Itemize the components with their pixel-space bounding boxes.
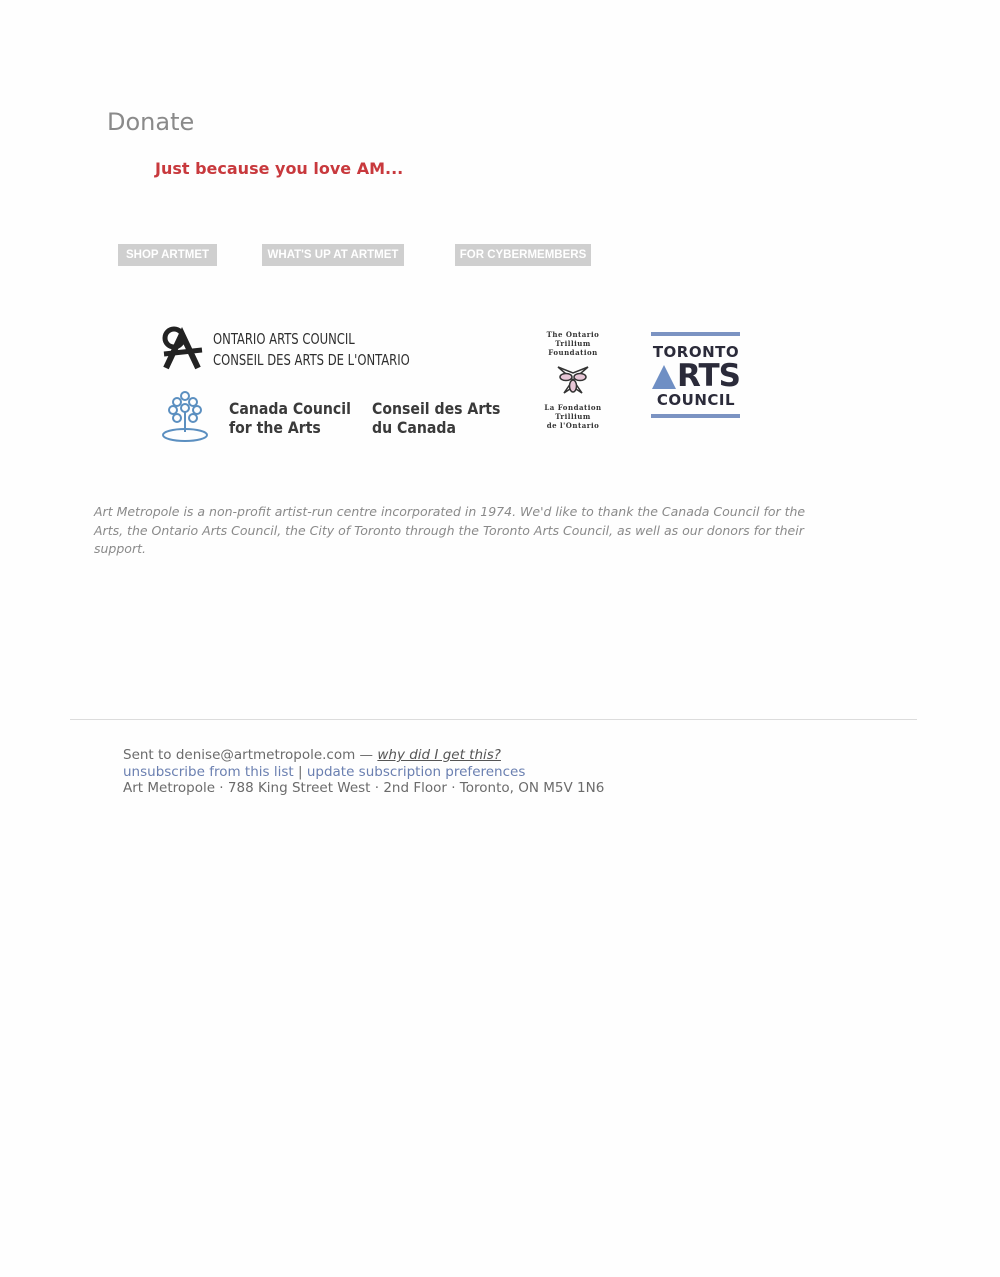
otf-bot1: La Fondation — [544, 403, 602, 412]
why-link[interactable]: why did I get this? — [377, 747, 501, 763]
tac-top-bar — [651, 332, 740, 336]
footer — [123, 747, 604, 797]
oac-line1: ONTARIO ARTS COUNCIL — [213, 330, 355, 348]
donate-tagline[interactable]: Just because you love AM... — [155, 159, 404, 178]
tac-arts-word — [651, 358, 741, 394]
unsubscribe-link[interactable]: unsubscribe from this list — [123, 763, 294, 780]
tac-top-text: TORONTO — [652, 343, 740, 361]
sent-to-text: Sent to denise@artmetropole.com — — [123, 747, 374, 763]
canada-council-tree-icon — [159, 388, 211, 444]
footer-sent-line — [123, 747, 604, 764]
whats-up-button[interactable]: WHAT'S UP AT ARTMET — [262, 244, 404, 266]
ontario-arts-council — [213, 329, 442, 371]
shop-artmet-button[interactable]: SHOP ARTMET — [118, 244, 217, 266]
update-preferences-link[interactable]: update subscription preferences — [306, 763, 526, 780]
ontario-trillium-foundation — [530, 330, 616, 430]
cca-fr-line2: du Canada — [372, 418, 456, 437]
cca-en-line2: for the Arts — [229, 418, 321, 437]
mailing-address: Art Metropole · 788 King Street West · 2nd Floor · Toronto, ON M5V 1N6 — [123, 780, 605, 796]
cca-fr-line1: Conseil des Arts — [372, 399, 501, 418]
link-separator: | — [297, 763, 303, 780]
cybermembers-button[interactable]: FOR CYBERMEMBERS — [455, 244, 591, 266]
otf-top2: Trillium — [555, 339, 591, 348]
triangle-a-icon — [652, 365, 676, 389]
otf-top1: The Ontario — [546, 330, 600, 339]
page-title: Donate — [107, 108, 195, 136]
otf-bot2: Trillium — [555, 412, 591, 421]
canada-council-fr — [372, 399, 518, 437]
toronto-arts-council — [651, 332, 741, 418]
tac-bottom-text: COUNCIL — [656, 391, 736, 409]
footer-links-line — [123, 764, 604, 781]
otf-bot3: de l'Ontario — [546, 421, 600, 430]
canada-council-en — [229, 399, 368, 437]
tac-arts-text: RTS — [677, 358, 740, 394]
divider — [70, 719, 917, 720]
about-paragraph: Art Metropole is a non-profit artist-run centre incorporated in 1974. We'd like to thank the Canada Council for the Arts, the Ontario Arts Council, the City of Toronto through the Toronto Arts Council, as well as our donors for their support. — [94, 504, 806, 556]
cca-en-line1: Canada Council — [229, 399, 351, 418]
oac-line2: CONSEIL DES ARTS DE L'ONTARIO — [213, 351, 410, 369]
tac-bottom-bar — [651, 414, 740, 418]
ontario-arts-council-logo-icon — [160, 324, 208, 372]
trillium-flower-icon — [554, 363, 592, 397]
otf-top3: Foundation — [548, 348, 598, 357]
